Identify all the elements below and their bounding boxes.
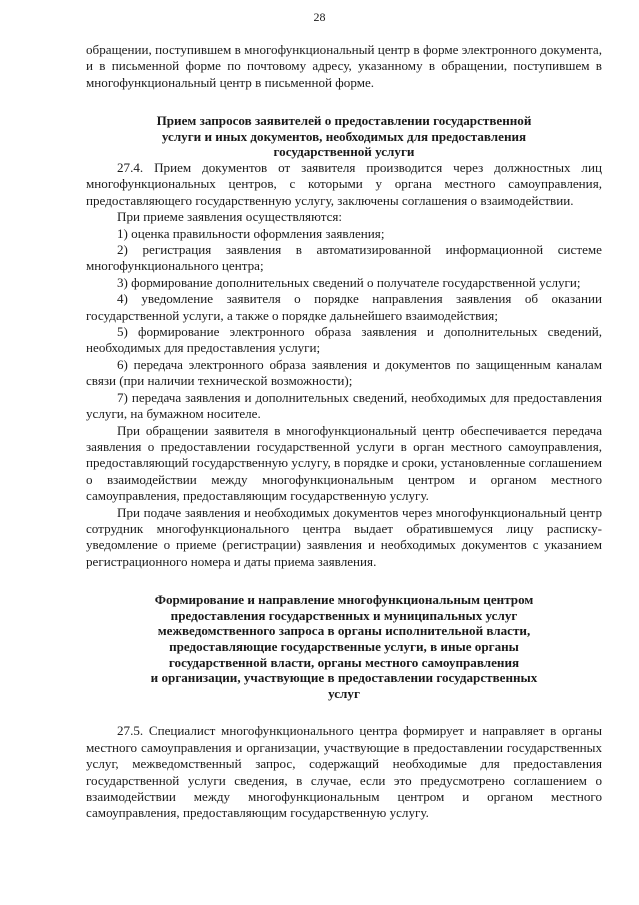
paragraph-27-4: 27.4. Прием документов от заявителя производится через должностных лиц многофункциональных центров, с которыми у органа местного самоуправления, предоставляющего государственную услугу, заключены соглашения о взаимодействии. bbox=[86, 160, 602, 208]
paragraph-receipt: При подаче заявления и необходимых документов через многофункциональный центр сотрудник многофункционального центра выдает обратившемуся лицу расписку-уведомление о приеме (регистрации) заявления и необходимых документов с указанием регистрационного номера и даты приема заявления. bbox=[86, 504, 602, 569]
heading-line: и организации, участвующие в предоставлении государственных bbox=[150, 670, 538, 686]
list-item-5: 5) формирование электронного образа заявления и дополнительных сведений, необходимых для предоставления услуги; bbox=[86, 324, 602, 356]
list-item-3: 3) формирование дополнительных сведений о получателе государственной услуги; bbox=[117, 274, 581, 290]
intro-paragraph: обращении, поступившем в многофункциональный центр в форме электронного документа, и в письменной форме по почтовому адресу, указанному в обращении, поступившем в многофункциональный центр в письменной форме. bbox=[86, 42, 602, 90]
page-content bbox=[86, 42, 602, 822]
heading-line: услуги и иных документов, необходимых для предоставления bbox=[161, 128, 527, 144]
paragraph-reception-intro: При приеме заявления осуществляются: bbox=[117, 209, 343, 225]
list-item-6: 6) передача электронного образа заявления и документов по защищенным каналам связи (при наличии технической возможности); bbox=[86, 356, 602, 389]
heading-line: предоставляющие государственные услуги, в иные органы bbox=[169, 638, 519, 654]
heading-line: государственной услуги bbox=[273, 144, 415, 160]
heading-line: межведомственного запроса в органы исполнительной власти, bbox=[157, 623, 531, 639]
heading-line: Прием запросов заявителей о предоставлении государственной bbox=[156, 113, 532, 129]
list-item-2: 2) регистрация заявления в автоматизированной информационной системе многофункционального центра; bbox=[86, 242, 602, 274]
section-heading-interagency-request bbox=[86, 592, 602, 701]
paragraph-transfer: При обращении заявителя в многофункциональный центр обеспечивается передача заявления о предоставлении государственной услуги в орган местного самоуправления, предоставляющий государственную услугу, в порядке и сроки, установленные соглашением о взаимодействии между многофункциональным центром и органом местного самоуправления, предоставляющим государственную услугу. bbox=[86, 422, 602, 504]
list-item-4: 4) уведомление заявителя о порядке направления заявления об оказании государственной услуги, а также о порядке дальнейшего взаимодействия; bbox=[86, 291, 602, 323]
heading-line: услуг bbox=[328, 685, 360, 701]
section-heading-reception bbox=[86, 113, 602, 160]
list-item-1: 1) оценка правильности оформления заявления; bbox=[117, 225, 385, 241]
heading-line: государственной власти, органы местного самоуправления bbox=[168, 654, 520, 670]
paragraph-27-5: 27.5. Специалист многофункционального центра формирует и направляет в органы местного самоуправления и организации, участвующие в предоставлении государственных услуг, межведомственный запрос, содержащий необходимые для предоставления государственной услуги сведения, в случае, если это предусмотрено соглашением о взаимодействии между многофункциональным центром и органом местного самоуправления, предоставляющим государственную услугу. bbox=[86, 723, 602, 821]
heading-line: предоставления государственных и муниципальных услуг bbox=[170, 607, 518, 623]
list-item-7: 7) передача заявления и дополнительных сведений, необходимых для предоставления услуги, на бумажном носителе. bbox=[86, 389, 602, 422]
heading-line: Формирование и направление многофункциональным центром bbox=[154, 592, 534, 608]
page-number: 28 bbox=[313, 10, 326, 24]
